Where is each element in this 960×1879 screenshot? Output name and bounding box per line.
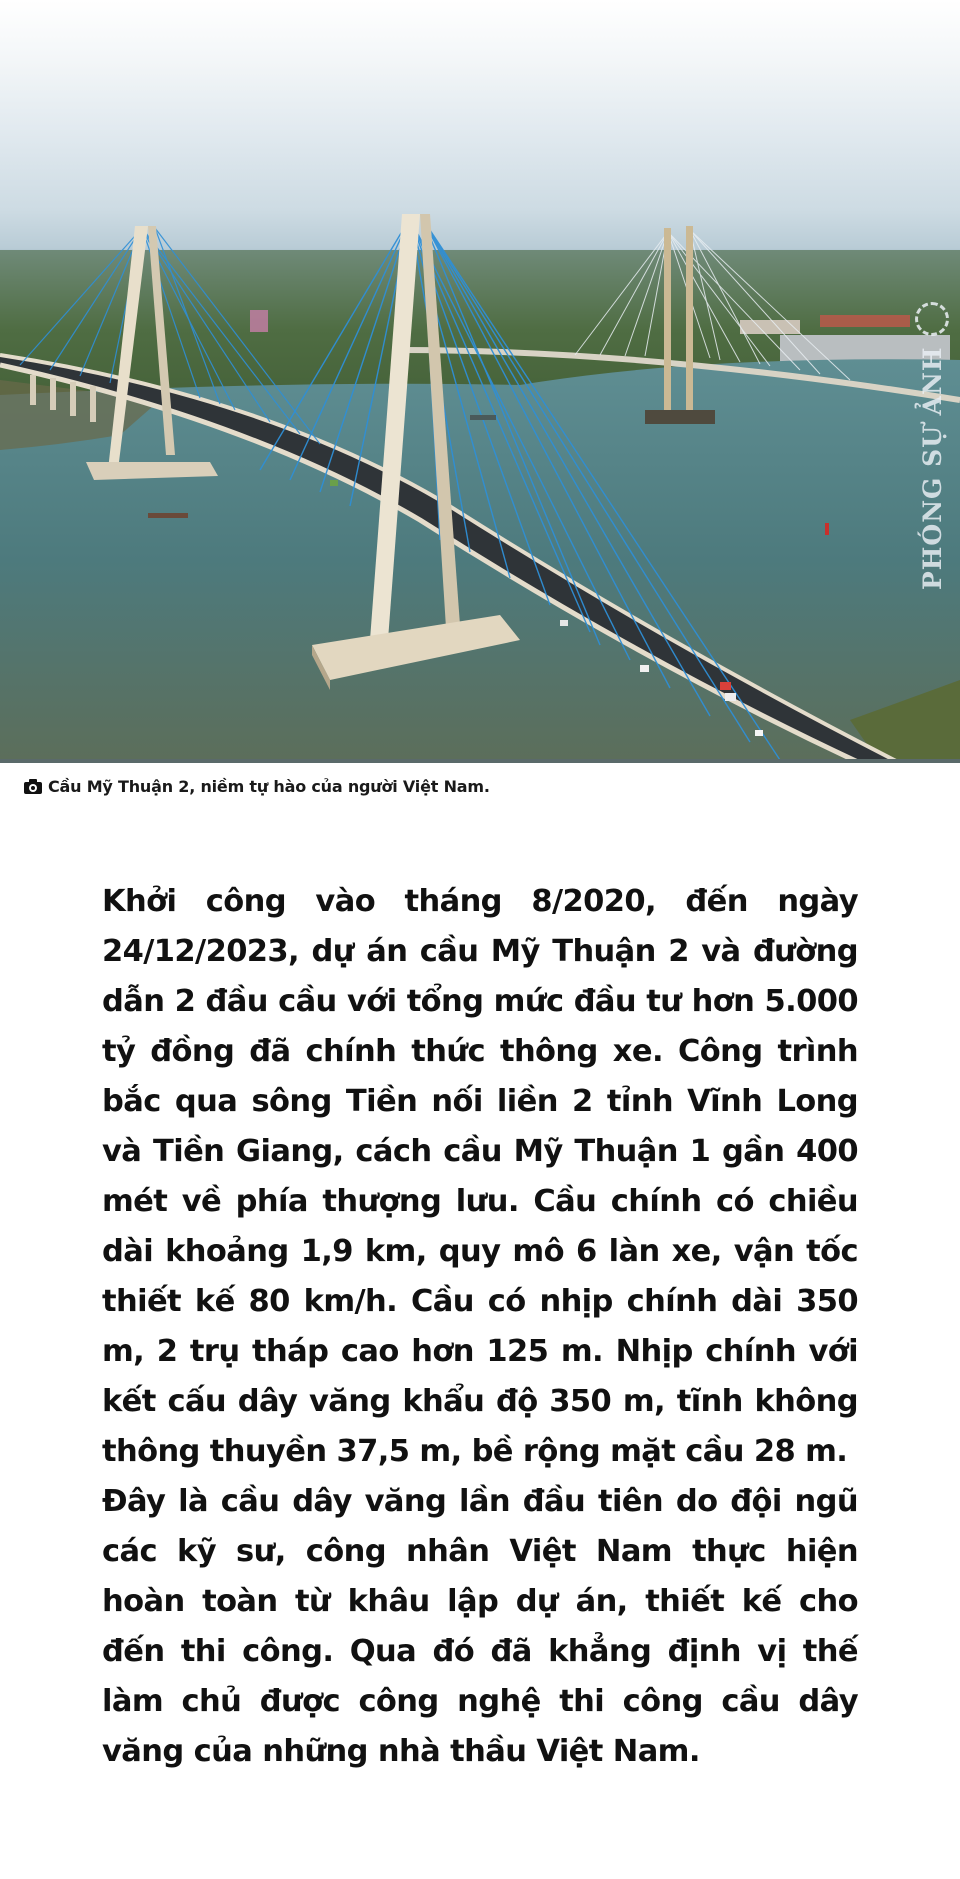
bridge-illustration [0,0,960,763]
article-paragraph-1: Khởi công vào tháng 8/2020, đến ngày 24/12/2023, dự án cầu Mỹ Thuận 2 và đường dẫn 2 đầu cầu với tổng mức đầu tư hơn 5.000 tỷ đồng đã chính thức thông xe. Công trình bắc qua sông Tiền nối liền 2 tỉnh Vĩnh Long và Tiền Giang, cách cầu Mỹ Thuận 1 gần 400 mét về phía thượng lưu. Cầu chính có chiều dài khoảng 1,9 km, quy mô 6 làn xe, vận tốc thiết kế 80 km/h. Cầu có nhịp chính dài 350 m, 2 trụ tháp cao hơn 125 m. Nhịp chính với kết cấu dây văng khẩu độ 350 m, tĩnh không thông thuyền 37,5 m, bề rộng mặt cầu 28 m. [102,884,858,1469]
camera-icon [24,779,42,794]
watermark-logo-icon [915,302,949,336]
article-paragraph-2: Đây là cầu dây văng lần đầu tiên do đội ngũ các kỹ sư, công nhân Việt Nam thực hiện hoàn toàn từ khâu lập dự án, thiết kế cho đến thi công. Qua đó đã khẳng định vị thế làm chủ được công nghệ thi công cầu dây văng của những nhà thầu Việt Nam. [102,1484,858,1769]
bridge-photo [0,0,960,763]
caption-text: Cầu Mỹ Thuận 2, niềm tự hào của người Việt Nam. [48,776,490,796]
article-body [102,877,858,1777]
photo-caption [24,773,490,799]
watermark-text: PHÓNG SỰ ẢNH [917,346,947,590]
photo-watermark [915,302,949,590]
